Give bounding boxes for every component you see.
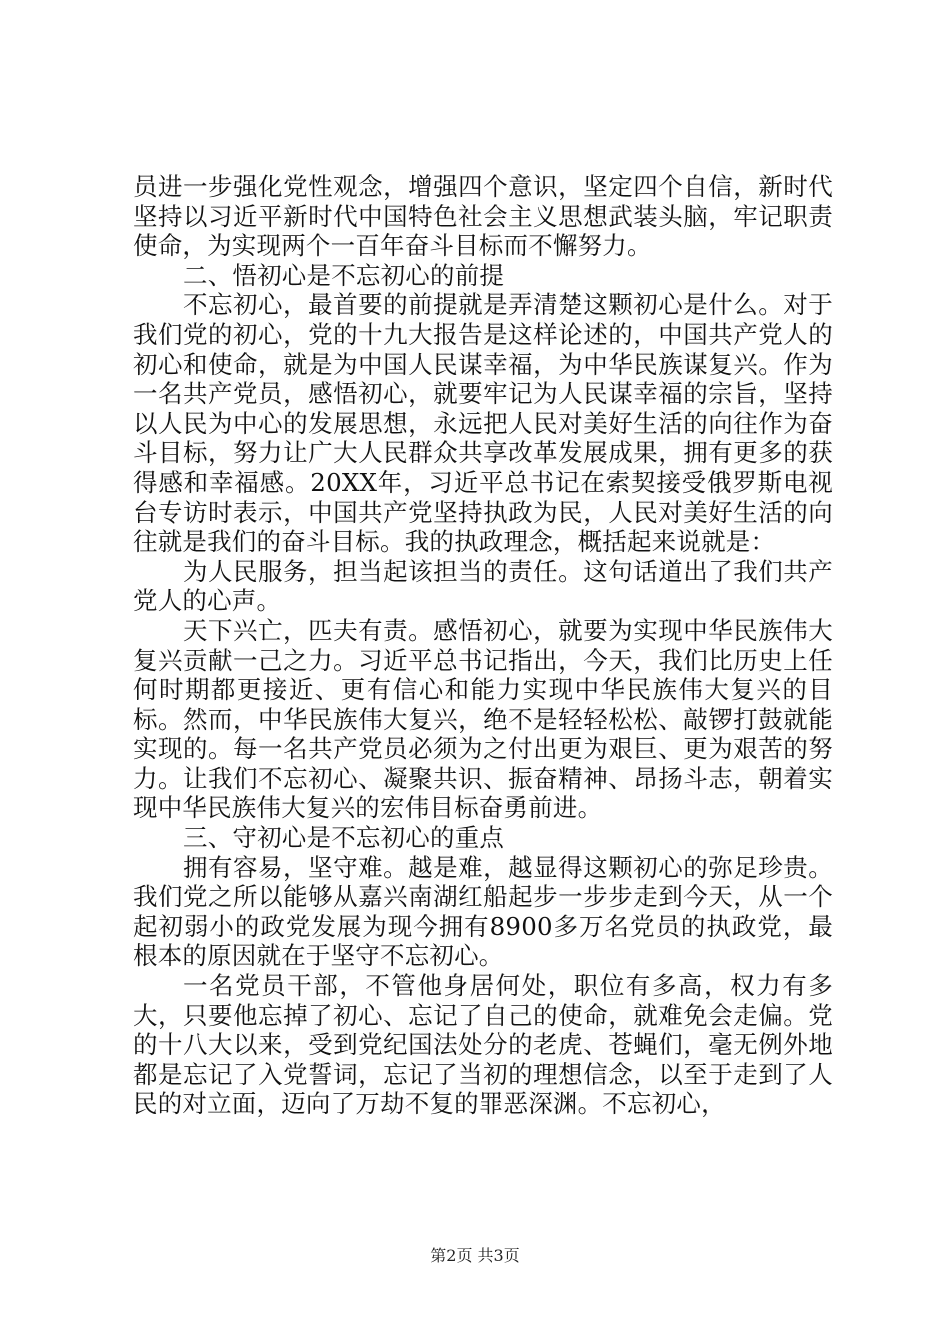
- paragraph: 为人民服务，担当起该担当的责任。这句话道出了我们共产党人的心声。: [133, 556, 833, 616]
- page-number-label: 第2页 共3页: [430, 1246, 520, 1265]
- section-heading: 三、守初心是不忘初心的重点: [183, 823, 505, 853]
- paragraph: 一名党员干部，不管他身居何处，职位有多高，权力有多大，只要他忘掉了初心、忘记了自己的使命，就难免会走偏。党的十八大以来，受到党纪国法处分的老虎、苍蝇们，毫无例外地都是忘记了入党誓词，忘记了当初的理想信念，以至于走到了人民的对立面，迈向了万劫不复的罪恶深渊。不忘初心，: [133, 971, 833, 1119]
- section-heading: 二、悟初心是不忘初心的前提: [183, 260, 505, 290]
- page-footer: [0, 1243, 950, 1266]
- paragraph: 天下兴亡，匹夫有责。感悟初心，就要为实现中华民族伟大复兴贡献一己之力。习近平总书记指出，今天，我们比历史上任何时期都更接近、更有信心和能力实现中华民族伟大复兴的目标。然而，中华民族伟大复兴，绝不是轻轻松松、敲锣打鼓就能实现的。每一名共产党员必须为之付出更为艰巨、更为艰苦的努力。让我们不忘初心、凝聚共识、振奋精神、昂扬斗志，朝着实现中华民族伟大复兴的宏伟目标奋勇前进。: [133, 615, 833, 823]
- document-body: [133, 172, 833, 1119]
- paragraph: 不忘初心，最首要的前提就是弄清楚这颗初心是什么。对于我们党的初心，党的十九大报告是这样论述的，中国共产党人的初心和使命，就是为中国人民谋幸福，为中华民族谋复兴。作为一名共产党员，感悟初心，就要牢记为人民谋幸福的宗旨，坚持以人民为中心的发展思想，永远把人民对美好生活的向往作为奋斗目标，努力让广大人民群众共享改革发展成果，拥有更多的获得感和幸福感。20XX年，习近平总书记在索契接受俄罗斯电视台专访时表示，中国共产党坚持执政为民，人民对美好生活的向往就是我们的奋斗目标。我的执政理念，概括起来说就是：: [133, 290, 833, 557]
- paragraph: 员进一步强化党性观念，增强四个意识，坚定四个自信，新时代坚持以习近平新时代中国特色社会主义思想武装头脑，牢记职责使命，为实现两个一百年奋斗目标而不懈努力。: [133, 172, 833, 261]
- paragraph: 拥有容易，坚守难。越是难，越显得这颗初心的弥足珍贵。我们党之所以能够从嘉兴南湖红船起步一步步走到今天，从一个起初弱小的政党发展为现今拥有8900多万名党员的执政党，最根本的原因就在于坚守不忘初心。: [133, 852, 833, 971]
